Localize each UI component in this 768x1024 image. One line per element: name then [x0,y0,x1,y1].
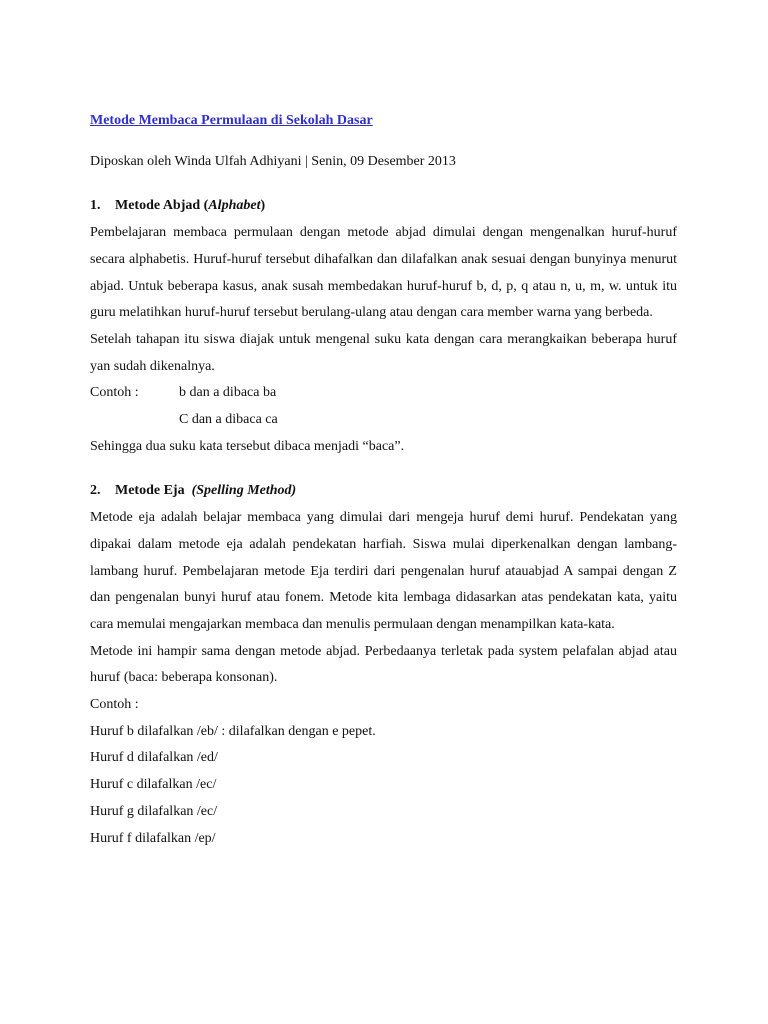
section-heading [90,478,677,505]
section-heading-italic: (Spelling Method) [191,483,297,499]
example-item: Huruf c dilafalkan /ec/ [90,777,217,793]
example-row [90,407,677,434]
example-item: C dan a dibaca ca [179,412,278,428]
section-number: 1. [90,198,101,214]
example-label: Contoh : [90,697,139,713]
example-item: Huruf d dilafalkan /ed/ [90,750,218,766]
section-heading-text: Metode Abjad [115,198,201,214]
section-heading [90,193,677,220]
conclusion-line: Sehingga dua suku kata tersebut dibaca menjadi “baca”. [90,438,405,454]
example-item: Huruf f dilafalkan /ep/ [90,830,216,846]
paragraph: Setelah tahapan itu siswa diajak untuk mengenal suku kata dengan cara merangkaikan beberapa huruf yan sudah dikenalnya. [90,331,677,374]
heading-paren-open: ( [203,198,209,214]
example-label-spacer [90,407,179,434]
example-item: b dan a dibaca ba [179,385,277,401]
heading-paren-close: ) [260,198,266,214]
post-byline: Diposkan oleh Winda Ulfah Adhiyani | Senin, 09 Desember 2013 [90,153,456,169]
paragraph: Metode eja adalah belajar membaca yang dimulai dari mengeja huruf demi huruf. Pendekatan yang dipakai dalam metode eja adalah pendekatan harfiah. Siswa mulai diperkenalkan dengan lambang-lambang huruf. Pembelajaran metode Eja terdiri dari pengenalan huruf atauabjad A sampai dengan Z dan pengenalan bunyi huruf atau fonem. Metode kita lembaga didasarkan atas pendekatan kata, yaitu cara memulai mengajarkan membaca dan menulis permulaan dengan menampilkan kata-kata. [90,510,677,632]
page-title-link[interactable]: Metode Membaca Permulaan di Sekolah Dasar [90,113,373,128]
example-item: Huruf g dilafalkan /ec/ [90,803,218,819]
paragraph: Metode ini hampir sama dengan metode abjad. Perbedaanya terletak pada system pelafalan abjad atau huruf (baca: beberapa konsonan). [90,643,677,686]
section-heading-italic: Alphabet [208,198,261,214]
example-row [90,380,677,407]
section-heading-text: Metode Eja [115,483,185,499]
paragraph: Pembelajaran membaca permulaan dengan metode abjad dimulai dengan mengenalkan huruf-huruf secara alphabetis. Huruf-huruf tersebut dihafalkan dan dilafalkan anak sesuai dengan bunyinya menurut abjad. Untuk beberapa kasus, anak susah membedakan huruf-huruf b, d, p, q atau n, u, m, w. untuk itu guru melatihkan huruf-huruf tersebut berulang-ulang atau dengan cara member warna yang berbeda. [90,225,677,321]
section-metode-eja [90,478,677,852]
section-number: 2. [90,483,101,499]
example-label: Contoh : [90,385,139,401]
section-metode-abjad [90,193,677,460]
example-item: Huruf b dilafalkan /eb/ : dilafalkan dengan e pepet. [90,723,376,739]
